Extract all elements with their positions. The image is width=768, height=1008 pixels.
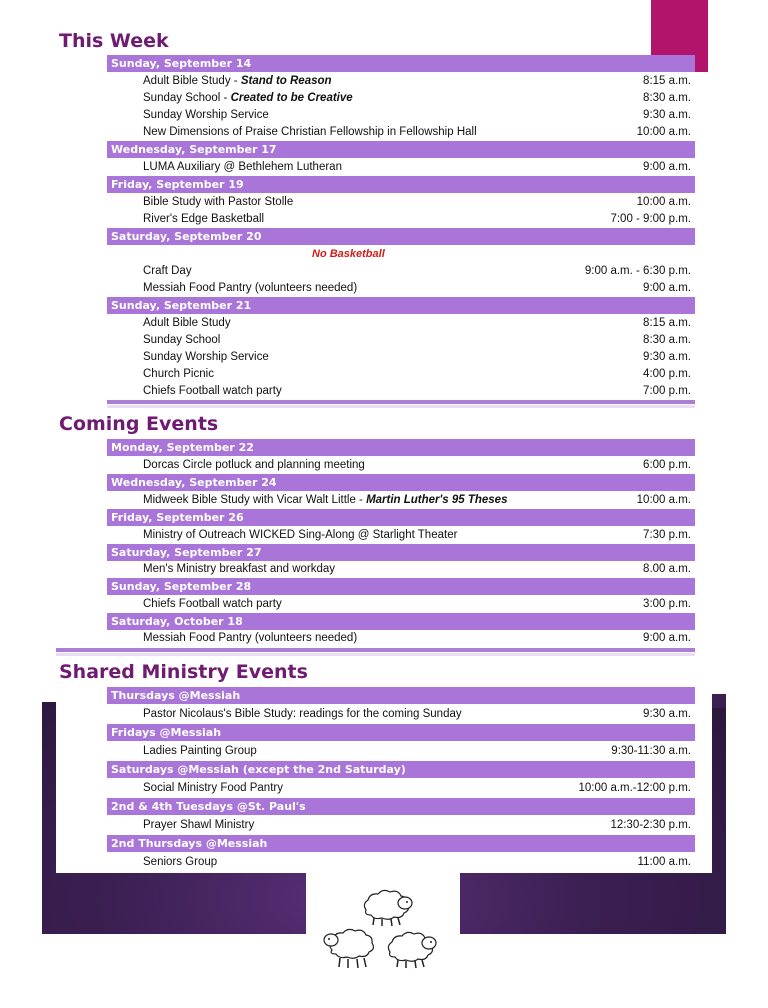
event-name: Pastor Nicolaus's Bible Study: readings for the coming Sunday — [143, 708, 462, 720]
event-name: New Dimensions of Praise Christian Fellowship in Fellowship Hall — [143, 126, 477, 138]
sheep-illustration — [322, 888, 442, 972]
event-row — [107, 194, 695, 211]
day-header: Wednesday, September 17 — [107, 141, 695, 158]
group-header: 2nd Thursdays @Messiah — [107, 835, 695, 852]
event-row — [107, 383, 695, 400]
event-row — [107, 90, 695, 107]
event-name-emphasis: Created to be Creative — [230, 92, 353, 104]
group-header: Thursdays @Messiah — [107, 687, 695, 704]
event-row — [107, 527, 695, 544]
section-title-coming-events: Coming Events — [59, 413, 219, 435]
event-row — [107, 159, 695, 176]
sheep-icon — [382, 930, 442, 970]
event-time: 8:30 a.m. — [643, 92, 691, 104]
event-time: 10:00 a.m.-12:00 p.m. — [578, 782, 691, 794]
event-name-text: Sunday School - — [143, 92, 231, 104]
section-divider — [56, 648, 695, 652]
event-time: 10:00 a.m. — [636, 494, 691, 506]
event-time: 9:00 a.m. - 6:30 p.m. — [584, 265, 691, 277]
event-row — [107, 124, 695, 141]
event-time: 3:00 p.m. — [643, 598, 691, 610]
event-time: 9:00 a.m. — [643, 282, 691, 294]
event-row — [107, 706, 695, 723]
no-basketball-note: No Basketball — [312, 248, 385, 260]
event-name: Seniors Group — [143, 856, 218, 868]
event-time: 8.00 a.m. — [643, 563, 691, 575]
event-time: 9:00 a.m. — [643, 632, 691, 644]
event-name: Craft Day — [143, 265, 192, 277]
day-header: Sunday, September 28 — [107, 578, 695, 595]
event-row — [107, 492, 695, 509]
event-name: Messiah Food Pantry (volunteers needed) — [143, 282, 358, 294]
event-name: River's Edge Basketball — [143, 213, 265, 225]
event-name: Church Picnic — [143, 368, 214, 380]
event-time: 7:00 - 9:00 p.m. — [610, 213, 691, 225]
day-header: Sunday, September 21 — [107, 297, 695, 314]
event-name: Chiefs Football watch party — [143, 385, 282, 397]
event-row — [107, 561, 695, 578]
event-row — [107, 107, 695, 124]
event-time: 7:30 p.m. — [643, 529, 691, 541]
event-row — [107, 630, 695, 647]
day-header: Saturday, September 20 — [107, 228, 695, 245]
event-row — [107, 263, 695, 280]
event-name — [143, 90, 353, 107]
event-row — [107, 332, 695, 349]
event-name — [143, 492, 507, 509]
section-title-shared-ministry: Shared Ministry Events — [59, 661, 308, 683]
event-name: Prayer Shawl Ministry — [143, 819, 255, 831]
day-header: Saturday, October 18 — [107, 613, 695, 630]
event-name: Dorcas Circle potluck and planning meeting — [143, 459, 365, 471]
event-row — [107, 457, 695, 474]
event-time: 10:00 a.m. — [636, 126, 691, 138]
event-row — [107, 743, 695, 760]
event-time: 8:15 a.m. — [643, 75, 691, 87]
event-time: 6:00 p.m. — [643, 459, 691, 471]
section-title-this-week: This Week — [59, 30, 169, 52]
event-time: 12:30-2:30 p.m. — [610, 819, 691, 831]
section-divider — [107, 400, 695, 404]
event-time: 9:00 a.m. — [643, 161, 691, 173]
event-name: LUMA Auxiliary @ Bethlehem Lutheran — [143, 161, 342, 173]
event-row — [107, 73, 695, 90]
sheep-icon — [322, 926, 380, 970]
event-row — [107, 211, 695, 228]
event-time: 4:00 p.m. — [643, 368, 691, 380]
group-header: 2nd & 4th Tuesdays @St. Paul's — [107, 798, 695, 815]
event-name: Bible Study with Pastor Stolle — [143, 196, 294, 208]
day-header: Wednesday, September 24 — [107, 474, 695, 491]
day-header: Saturday, September 27 — [107, 544, 695, 561]
event-time: 9:30 a.m. — [643, 351, 691, 363]
event-time: 8:15 a.m. — [643, 317, 691, 329]
event-row — [107, 366, 695, 383]
group-header: Fridays @Messiah — [107, 724, 695, 741]
group-header: Saturdays @Messiah (except the 2nd Saturday) — [107, 761, 695, 778]
sheep-icon — [358, 888, 418, 928]
event-time: 7:00 p.m. — [643, 385, 691, 397]
event-name-emphasis: Stand to Reason — [240, 75, 332, 87]
event-row — [107, 780, 695, 797]
event-time: 9:30-11:30 a.m. — [611, 745, 691, 757]
event-name-text: Adult Bible Study - — [143, 75, 241, 87]
event-name: Sunday School — [143, 334, 221, 346]
event-name-emphasis: Martin Luther's 95 Theses — [366, 494, 508, 506]
event-name: Social Ministry Food Pantry — [143, 782, 283, 794]
event-time: 10:00 a.m. — [636, 196, 691, 208]
event-row — [107, 315, 695, 332]
event-time: 9:30 a.m. — [643, 109, 691, 121]
day-header: Monday, September 22 — [107, 439, 695, 456]
event-name: Sunday Worship Service — [143, 109, 269, 121]
event-name: Adult Bible Study — [143, 317, 231, 329]
event-row — [107, 280, 695, 297]
event-name: Men's Ministry breakfast and workday — [143, 563, 336, 575]
event-name: Ministry of Outreach WICKED Sing-Along @ Starlight Theater — [143, 529, 458, 541]
event-name: Messiah Food Pantry (volunteers needed) — [143, 632, 358, 644]
event-time: 9:30 a.m. — [643, 708, 691, 720]
event-row — [107, 854, 695, 871]
event-row — [107, 817, 695, 834]
event-row — [107, 596, 695, 613]
event-time: 11:00 a.m. — [637, 856, 691, 868]
event-name — [143, 73, 332, 90]
day-header: Sunday, September 14 — [107, 55, 695, 72]
event-time: 8:30 a.m. — [643, 334, 691, 346]
event-name: Sunday Worship Service — [143, 351, 269, 363]
event-name: Ladies Painting Group — [143, 745, 257, 757]
event-name: Chiefs Football watch party — [143, 598, 282, 610]
event-row — [107, 349, 695, 366]
day-header: Friday, September 26 — [107, 509, 695, 526]
event-name-text: Midweek Bible Study with Vicar Walt Little - — [143, 494, 367, 506]
day-header: Friday, September 19 — [107, 176, 695, 193]
